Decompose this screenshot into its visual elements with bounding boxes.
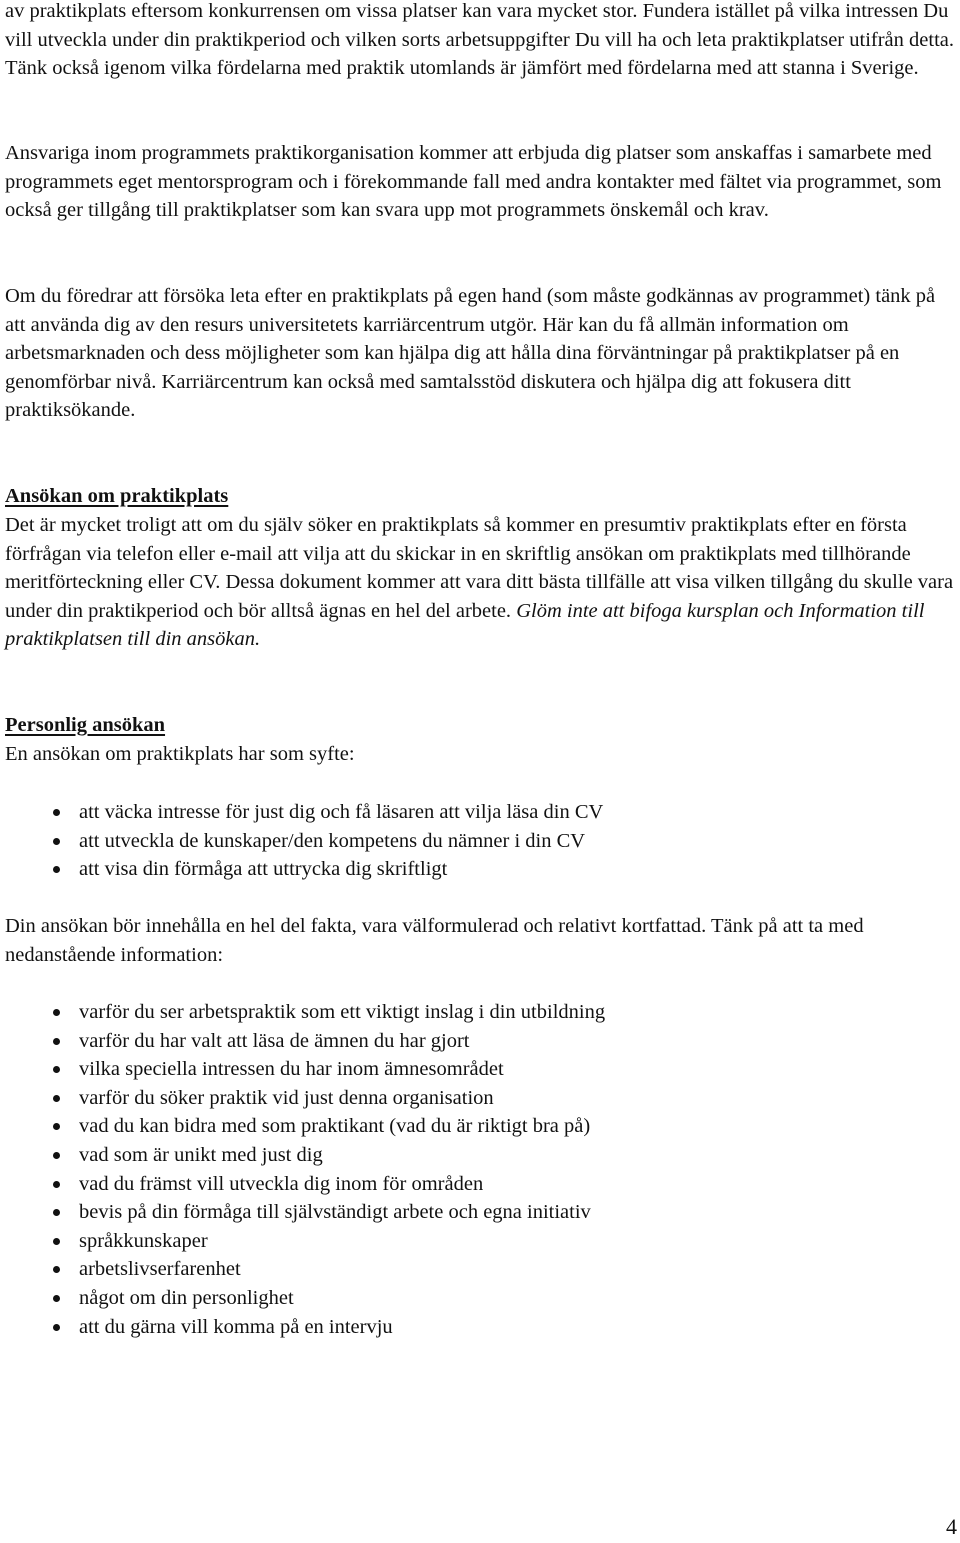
list-item [5, 1055, 605, 1084]
list-item-text: bevis på din förmåga till självständigt arbete och egna initiativ [79, 1201, 591, 1224]
bullet-icon [53, 866, 60, 873]
list-item [5, 855, 603, 884]
bullet-icon [53, 1295, 60, 1302]
list-item-text: vilka speciella intressen du har inom ämnesområdet [79, 1058, 504, 1081]
list-item-text: varför du söker praktik vid just denna organisation [79, 1086, 494, 1109]
list-item [5, 798, 603, 827]
list-item [5, 1170, 605, 1199]
bullet-icon [53, 1066, 60, 1073]
bullet-icon [53, 1181, 60, 1188]
paragraph-ansvariga: Ansvariga inom programmets praktikorganisation kommer att erbjuda dig platser som anskaffas i samarbete med programmets eget mentorsprogram och i förekommande fall med andra kontakter med fältet via programmet, som också ger tillgång till praktikplatser som kan svara upp mot programmets önskemål och krav. [5, 142, 942, 222]
list-item [5, 1112, 605, 1141]
bullet-icon [53, 1266, 60, 1273]
heading-personlig-ansokan: Personlig ansökan [5, 714, 166, 736]
list-item-text: vad du kan bidra med som praktikant (vad du är riktigt bra på) [79, 1115, 591, 1138]
bullet-icon [53, 1238, 60, 1245]
intro-paragraph: av praktikplats eftersom konkurrensen om vissa platser kan vara mycket stor. Fundera istället på vilka intressen Du vill utveckla under din praktikperiod och vilken sorts arbetsuppgifter Du vill ha och leta praktikplatser utifrån detta. Tänk också igenom vilka fördelarna med praktik utomlands är jämfört med fördelarna med att stanna i Sverige. [5, 0, 954, 80]
list-item [5, 1313, 605, 1342]
list-item-text: arbetslivserfarenhet [79, 1258, 241, 1281]
list-item [5, 1027, 605, 1056]
purpose-list [5, 798, 603, 884]
information-list [5, 998, 605, 1341]
list-item-text: vad du främst vill utveckla dig inom för områden [79, 1172, 484, 1195]
bullet-icon [53, 1038, 60, 1045]
list-item-text: varför du har valt att läsa de ämnen du har gjort [79, 1029, 470, 1052]
bullet-icon [53, 1009, 60, 1016]
list-item [5, 1255, 605, 1284]
paragraph-ansokan-italic-note: Glöm inte att bifoga kursplan och Information till praktikplatsen till din ansökan. [5, 599, 925, 651]
list-item [5, 1084, 605, 1113]
list-item-text: att väcka intresse för just dig och få läsaren att vilja läsa din CV [79, 801, 604, 823]
list-item [5, 1284, 605, 1313]
list-item [5, 827, 603, 856]
list-item [5, 1198, 605, 1227]
paragraph-ansokan [5, 511, 957, 654]
list-item-text: att du gärna vill komma på en intervju [79, 1315, 393, 1338]
paragraph-din-ansokan: Din ansökan bör innehålla en hel del fakta, vara välformulerad och relativt kortfattad. Tänk på att ta med nedanstående information: [5, 915, 864, 966]
paragraph-ansokan-body: Det är mycket troligt att om du själv söker en praktikplats så kommer en presumtiv praktikplats efter en första förfrågan via telefon eller e-mail att vilja att du skickar in en skriftlig ansökan om praktikplats med tillhörande meritförteckning eller CV. Dessa dokument kommer att vara ditt bästa tillfälle att visa vilken tillgång du skulle vara under din praktikperiod och bör alltså ägnas en hel del arbete. [5, 514, 954, 622]
list-item [5, 1141, 605, 1170]
list-item-text: att utveckla de kunskaper/den kompetens du nämner i din CV [79, 829, 586, 852]
list-item-text: att visa din förmåga att uttrycka dig skriftligt [79, 858, 448, 881]
list-item-text: vad som är unikt med just dig [79, 1143, 323, 1166]
bullet-icon [53, 1152, 60, 1159]
list-item [5, 1227, 605, 1256]
bullet-icon [53, 1209, 60, 1216]
heading-ansokan-om-praktikplats: Ansökan om praktikplats [5, 485, 229, 507]
bullet-icon [53, 838, 60, 845]
list-item-text: något om din personlighet [79, 1286, 294, 1309]
paragraph-om-du: Om du föredrar att försöka leta efter en praktikplats på egen hand (som måste godkännas av programmet) tänk på att använda dig av den resurs universitetets karriärcentrum utgör. Här kan du få allmän information om arbetsmarknaden och dess möjligheter som kan hjälpa dig att hålla dina förväntningar på praktikplatser på en genomförbar nivå. Karriärcentrum kan också med samtalsstöd diskutera och hjälpa dig att fokusera ditt praktiksökande. [5, 285, 936, 422]
list-item-text: varför du ser arbetspraktik som ett viktigt inslag i din utbildning [79, 1001, 606, 1023]
bullet-icon [53, 1324, 60, 1331]
list-item [5, 998, 605, 1027]
page-number: 4 [946, 1514, 957, 1539]
bullet-icon [53, 1123, 60, 1130]
bullet-icon [53, 809, 60, 816]
list-item-text: språkkunskaper [79, 1229, 208, 1252]
paragraph-personlig-intro: En ansökan om praktikplats har som syfte: [5, 743, 355, 765]
bullet-icon [53, 1095, 60, 1102]
